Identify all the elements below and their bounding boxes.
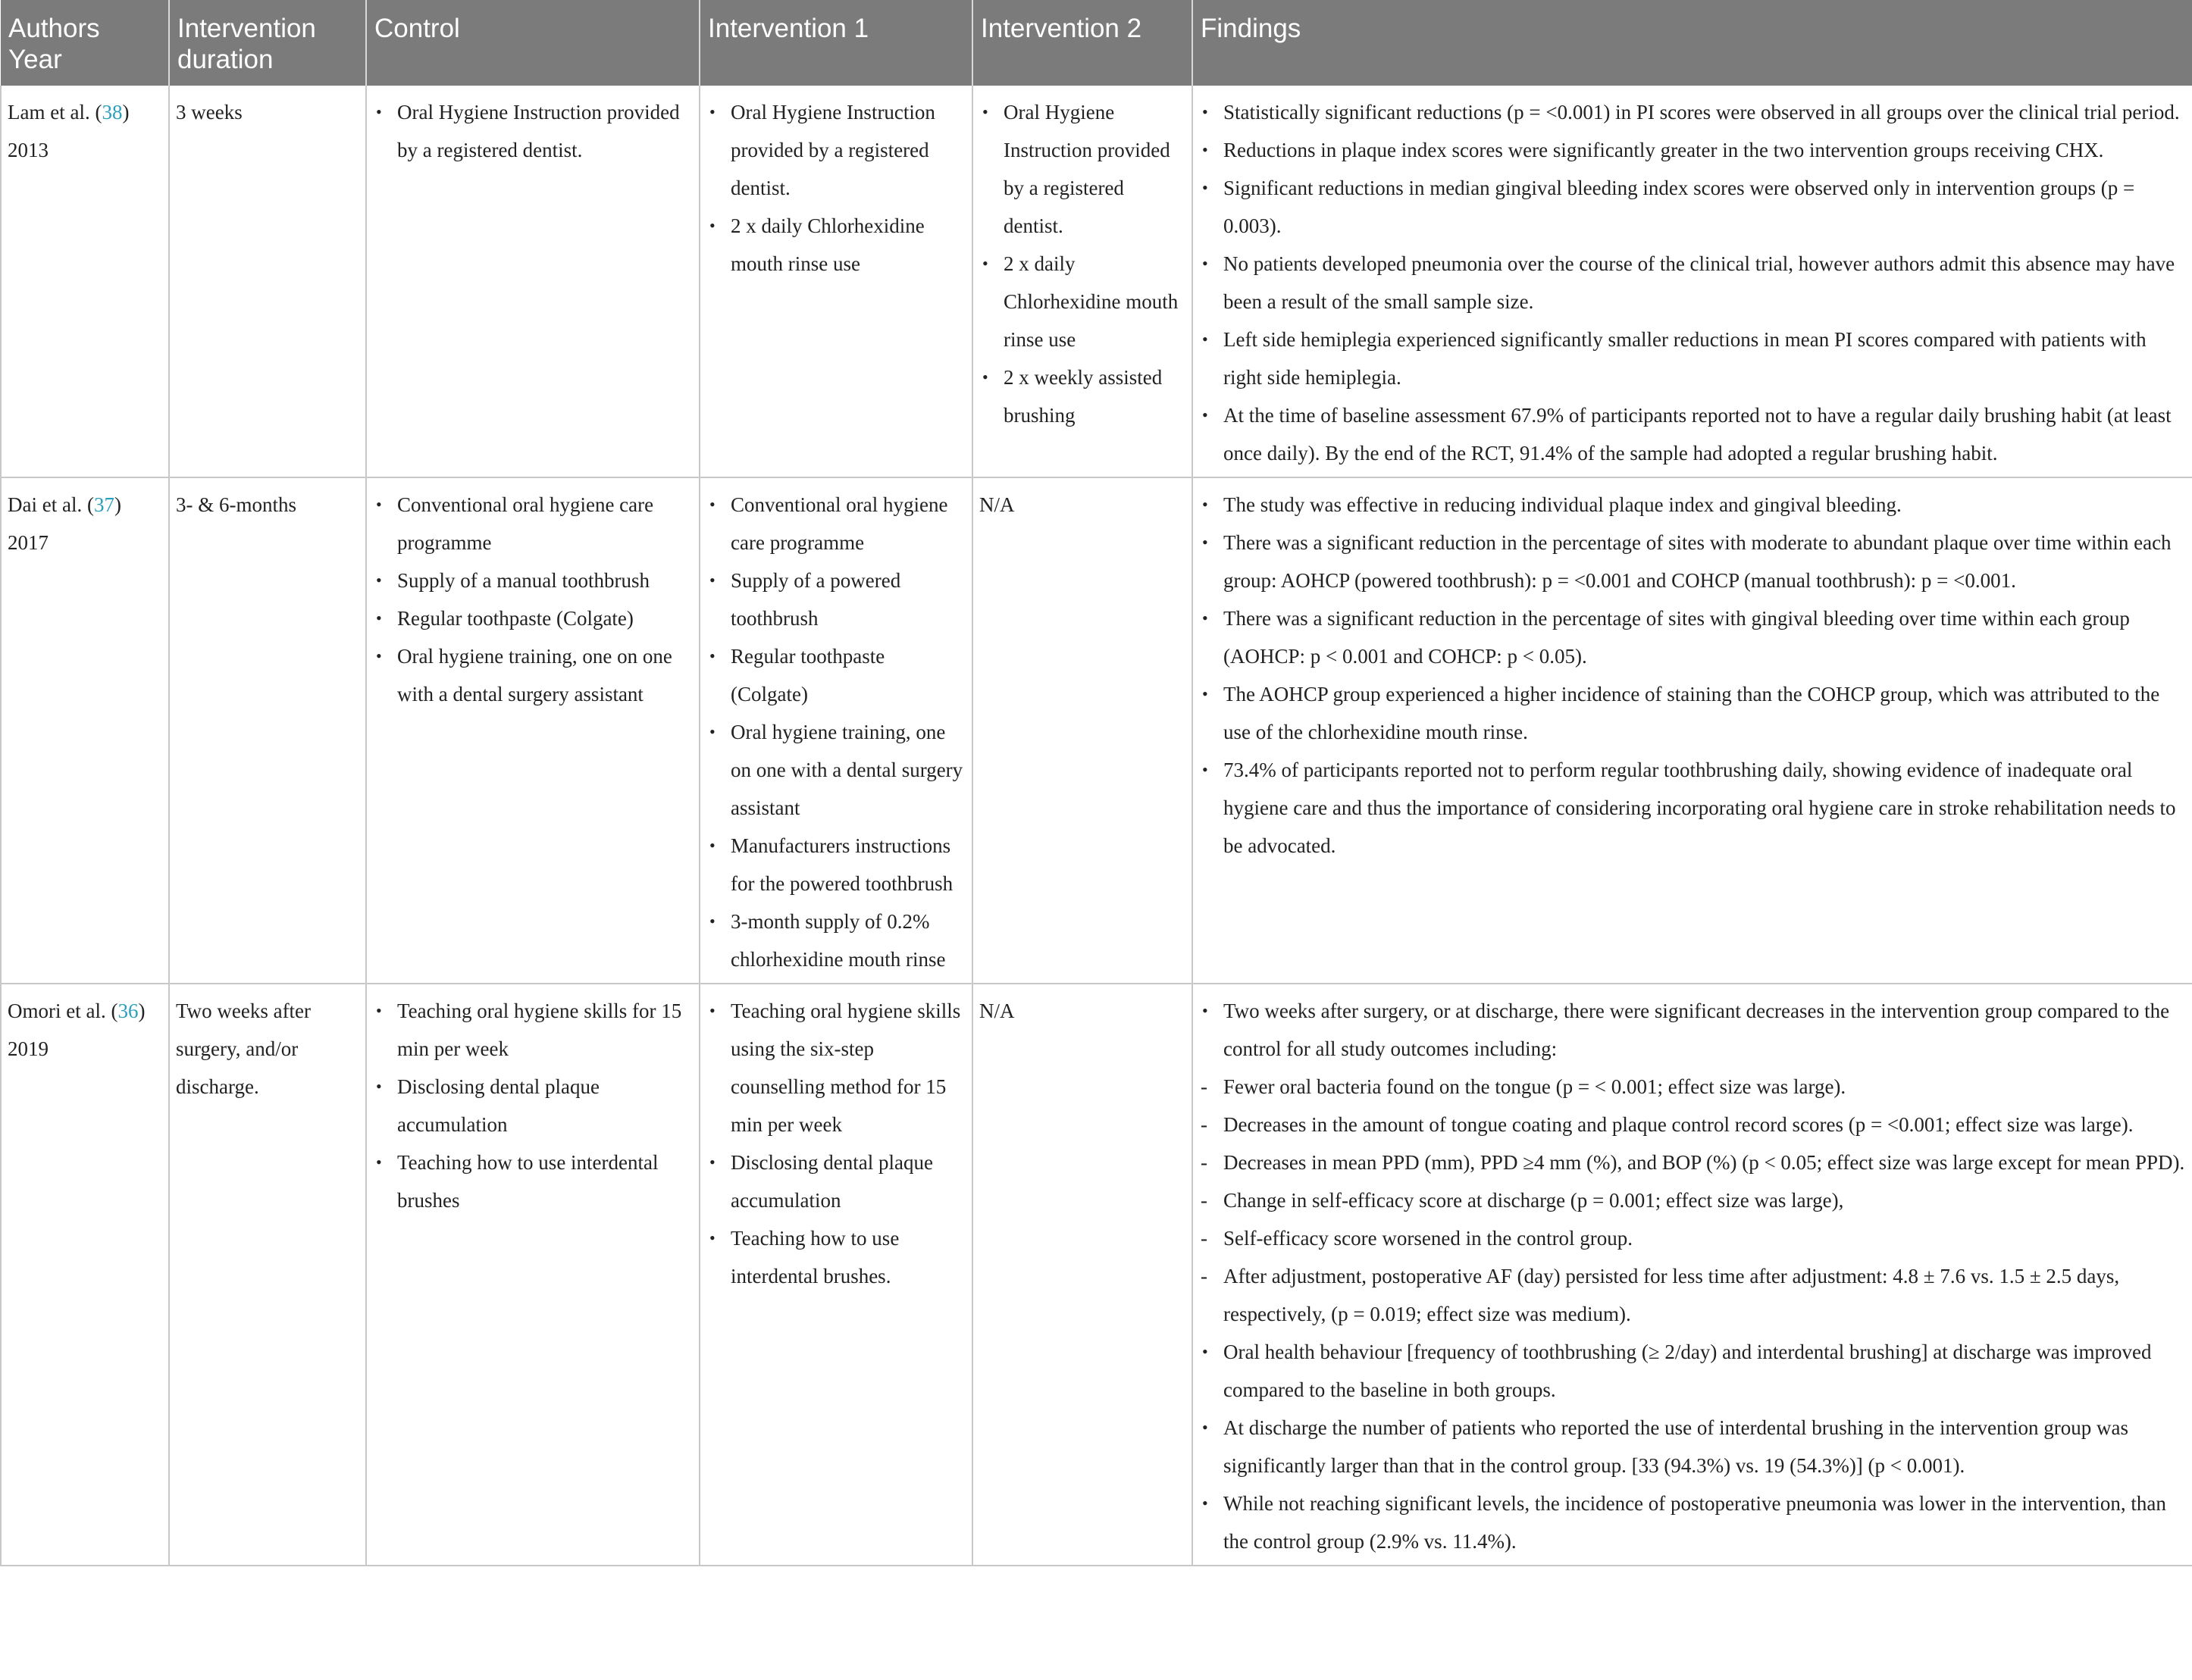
list-item: • Oral hygiene training, one on one with a dental surgery assistant — [373, 637, 693, 713]
list-item: • Teaching oral hygiene skills using the six-step counselling method for 15 min per week — [706, 992, 966, 1143]
finding-subitem: - Decreases in mean PPD (mm), PPD ≥4 mm (%), and BOP (%) (p < 0.05; effect size was large except for mean PPD). — [1199, 1143, 2186, 1181]
list-item: • Conventional oral hygiene care programme — [373, 486, 693, 562]
findings-cell — [1192, 984, 2192, 1566]
header-duration — [169, 0, 366, 86]
finding-subitem: - Fewer oral bacteria found on the tongue (p = < 0.001; effect size was large). — [1199, 1068, 2186, 1106]
list-item: • Regular toothpaste (Colgate) — [373, 599, 693, 637]
finding-item: • Statistically significant reductions (p = <0.001) in PI scores were observed in all groups over the clinical trial period. — [1199, 93, 2186, 131]
study-year: 2013 — [8, 139, 49, 161]
findings-list — [1199, 93, 2186, 472]
table-header-row — [1, 0, 2192, 86]
intervention-1-cell — [700, 984, 972, 1566]
header-control: Control — [366, 0, 700, 86]
findings-cell — [1192, 477, 2192, 984]
table-row — [1, 477, 2192, 984]
finding-subitem: - Self-efficacy score worsened in the control group. — [1199, 1219, 2186, 1257]
control-cell — [366, 86, 700, 477]
header-intervention-2: Intervention 2 — [972, 0, 1192, 86]
intervention-2-cell — [972, 477, 1192, 984]
duration-cell: 3- & 6-months — [169, 477, 366, 984]
list-item: • Conventional oral hygiene care programme — [706, 486, 966, 562]
intervention-1-cell-list — [706, 992, 966, 1295]
list-item: • Oral Hygiene Instruction provided by a registered dentist. — [706, 93, 966, 207]
list-item: • Disclosing dental plaque accumulation — [706, 1143, 966, 1219]
finding-item: • Reductions in plaque index scores were significantly greater in the two intervention groups receiving CHX. — [1199, 131, 2186, 169]
finding-item: • While not reaching significant levels, the incidence of postoperative pneumonia was lower in the intervention, than the control group (2.9% vs. 11.4%). — [1199, 1484, 2186, 1560]
table-row — [1, 86, 2192, 477]
list-item: • Manufacturers instructions for the powered toothbrush — [706, 827, 966, 903]
author-name: Lam et al. ( — [8, 101, 102, 124]
finding-item: • The AOHCP group experienced a higher incidence of staining than the COHCP group, which was attributed to the use of the chlorhexidine mouth rinse. — [1199, 675, 2186, 751]
control-cell-list — [373, 486, 693, 713]
list-item: • Disclosing dental plaque accumulation — [373, 1068, 693, 1143]
duration-cell: Two weeks after surgery, and/or discharge. — [169, 984, 366, 1566]
list-item: • Oral Hygiene Instruction provided by a registered dentist. — [979, 93, 1185, 245]
finding-item: • Significant reductions in median gingival bleeding index scores were observed only in intervention groups (p = 0.003). — [1199, 169, 2186, 245]
list-item: • Supply of a manual toothbrush — [373, 562, 693, 599]
finding-item: • Left side hemiplegia experienced significantly smaller reductions in mean PI scores compared with patients with right side hemiplegia. — [1199, 321, 2186, 396]
finding-item: • There was a significant reduction in the percentage of sites with moderate to abundant plaque over time within each group: AOHCP (powered toothbrush): p = <0.001 and COHCP (manual toothbrush): p = <0.001. — [1199, 524, 2186, 599]
not-applicable-text: N/A — [979, 1000, 1015, 1022]
finding-item: • Two weeks after surgery, or at discharge, there were significant decreases in the intervention group compared to the control for all study outcomes including: — [1199, 992, 2186, 1068]
author-year-cell — [1, 984, 169, 1566]
author-citation — [8, 992, 162, 1030]
list-item: • Teaching oral hygiene skills for 15 min per week — [373, 992, 693, 1068]
intervention-1-cell — [700, 86, 972, 477]
list-item: • Regular toothpaste (Colgate) — [706, 637, 966, 713]
header-intervention-1: Intervention 1 — [700, 0, 972, 86]
list-item: • 2 x weekly assisted brushing — [979, 358, 1185, 434]
finding-item: • Oral health behaviour [frequency of toothbrushing (≥ 2/day) and interdental brushing] at discharge was improved compared to the baseline in both groups. — [1199, 1333, 2186, 1409]
not-applicable-text: N/A — [979, 493, 1015, 516]
finding-item: • At discharge the number of patients who reported the use of interdental brushing in the intervention group was significantly larger than that in the control group. [33 (94.3%) vs. 19 (54.3%)] (p < 0.001). — [1199, 1409, 2186, 1484]
reference-link[interactable]: 36 — [117, 1000, 139, 1022]
author-year-cell — [1, 86, 169, 477]
reference-link[interactable]: 37 — [93, 493, 114, 516]
list-item: • Teaching how to use interdental brushes — [373, 1143, 693, 1219]
reference-link[interactable]: 38 — [102, 101, 123, 124]
header-duration-line1: Intervention — [177, 14, 316, 43]
control-cell-list — [373, 992, 693, 1219]
table-body — [1, 86, 2192, 1566]
intervention-1-cell-list — [706, 93, 966, 283]
duration-cell: 3 weeks — [169, 86, 366, 477]
control-cell — [366, 984, 700, 1566]
list-item: • Supply of a powered toothbrush — [706, 562, 966, 637]
list-item: • 2 x daily Chlorhexidine mouth rinse use — [706, 207, 966, 283]
intervention-1-cell — [700, 477, 972, 984]
finding-item: • The study was effective in reducing individual plaque index and gingival bleeding. — [1199, 486, 2186, 524]
intervention-2-cell-list — [979, 93, 1185, 434]
author-name: Dai et al. ( — [8, 493, 94, 516]
intervention-1-cell-list — [706, 486, 966, 978]
finding-item: • 73.4% of participants reported not to perform regular toothbrushing daily, showing evidence of inadequate oral hygiene care and thus the importance of considering incorporating oral hygiene care in stroke rehabilitation needs to be advocated. — [1199, 751, 2186, 865]
finding-item: • No patients developed pneumonia over the course of the clinical trial, however authors admit this absence may have been a result of the small sample size. — [1199, 245, 2186, 321]
list-item: • Teaching how to use interdental brushes. — [706, 1219, 966, 1295]
control-cell-list — [373, 93, 693, 169]
control-cell — [366, 477, 700, 984]
intervention-2-cell — [972, 984, 1192, 1566]
list-item: • Oral hygiene training, one on one with a dental surgery assistant — [706, 713, 966, 827]
list-item: • 3-month supply of 0.2% chlorhexidine mouth rinse — [706, 903, 966, 978]
finding-item: • There was a significant reduction in the percentage of sites with gingival bleeding over time within each group (AOHCP: p < 0.001 and COHCP: p < 0.05). — [1199, 599, 2186, 675]
author-paren-close: ) — [114, 493, 121, 516]
author-paren-close: ) — [138, 1000, 146, 1022]
author-citation — [8, 93, 162, 131]
study-year: 2019 — [8, 1037, 49, 1060]
findings-cell — [1192, 86, 2192, 477]
intervention-2-cell — [972, 86, 1192, 477]
finding-subitem: - Decreases in the amount of tongue coating and plaque control record scores (p = <0.001; effect size was large). — [1199, 1106, 2186, 1143]
findings-list — [1199, 992, 2186, 1560]
author-year-cell — [1, 477, 169, 984]
header-authors: Authors — [8, 14, 100, 43]
finding-item: • At the time of baseline assessment 67.9% of participants reported not to have a regular daily brushing habit (at least once daily). By the end of the RCT, 91.4% of the sample had adopted a regular brushing habit. — [1199, 396, 2186, 472]
list-item: • Oral Hygiene Instruction provided by a registered dentist. — [373, 93, 693, 169]
author-citation — [8, 486, 162, 524]
author-name: Omori et al. ( — [8, 1000, 118, 1022]
header-findings: Findings — [1192, 0, 2192, 86]
finding-subitem: - Change in self-efficacy score at discharge (p = 0.001; effect size was large), — [1199, 1181, 2186, 1219]
author-paren-close: ) — [122, 101, 130, 124]
findings-list — [1199, 486, 2186, 865]
study-year: 2017 — [8, 531, 49, 554]
header-authors-year — [1, 0, 169, 86]
header-year: Year — [8, 45, 62, 74]
finding-subitem: - After adjustment, postoperative AF (day) persisted for less time after adjustment: 4.8 ± 7.6 vs. 1.5 ± 2.5 days, respectively, (p = 0.019; effect size was medium). — [1199, 1257, 2186, 1333]
header-duration-line2: duration — [177, 45, 274, 74]
list-item: • 2 x daily Chlorhexidine mouth rinse use — [979, 245, 1185, 358]
table-row — [1, 984, 2192, 1566]
